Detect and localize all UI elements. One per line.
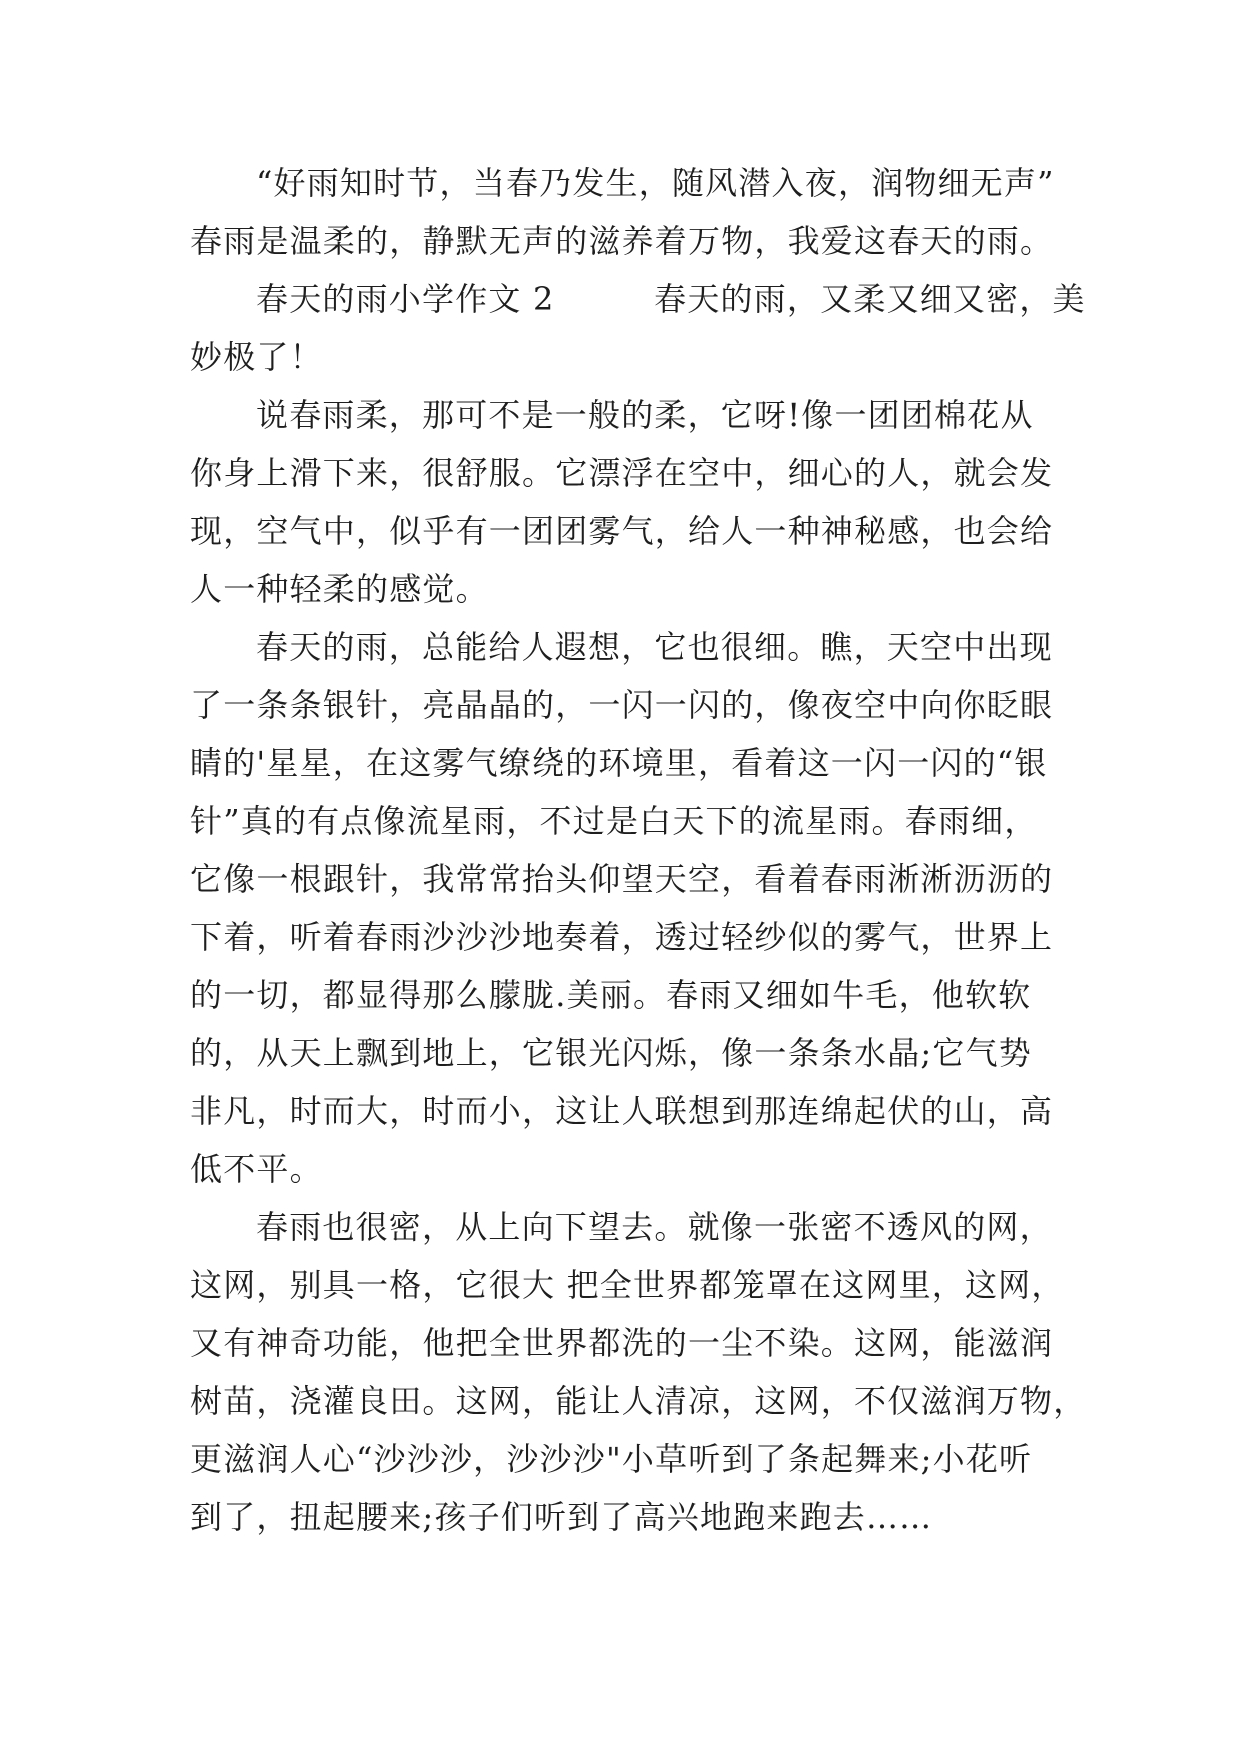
text-line: 下着，听着春雨沙沙沙地奏着，透过轻纱似的雾气，世界上 <box>190 918 1054 956</box>
text-line: 低不平。 <box>190 1150 323 1188</box>
text-line: 睛的'星星，在这雾气缭绕的环境里，看着这一闪一闪的“银 <box>190 744 1048 782</box>
text-line: 树苗，浇灌良田。这网，能让人清凉，这网，不仅滋润万物， <box>190 1382 1087 1420</box>
paragraph <box>190 618 1060 1198</box>
text-line: 说春雨柔，那可不是一般的柔，它呀!像一团团棉花从 <box>256 396 1034 434</box>
text-line: 的，从天上飘到地上，它银光闪烁，像一条条水晶;它气势 <box>190 1034 1032 1072</box>
paragraph <box>190 386 1060 618</box>
text-line: 春雨是温柔的，静默无声的滋养着万物，我爱这春天的雨。 <box>190 222 1054 260</box>
text-line: 针”真的有点像流星雨，不过是白天下的流星雨。春雨细， <box>190 802 1038 840</box>
paragraph <box>190 154 1060 270</box>
text-line: 现，空气中，似乎有一团团雾气，给人一种神秘感，也会给 <box>190 512 1054 550</box>
document-body <box>190 154 1087 1546</box>
text-line: 的一切，都显得那么朦胧.美丽。春雨又细如牛毛，他软软 <box>190 976 1032 1014</box>
text-line: 春天的雨，总能给人遐想，它也很细。瞧，天空中出现 <box>256 628 1053 666</box>
text-line: “好雨知时节，当春乃发生，随风潜入夜，润物细无声” <box>256 164 1055 202</box>
paragraph <box>190 270 1086 386</box>
text-line: 更滋润人心“沙沙沙，沙沙沙"小草听到了条起舞来;小花听 <box>190 1440 1033 1478</box>
text-line: 它像一根跟针，我常常抬头仰望天空，看着春雨淅淅沥沥的 <box>190 860 1054 898</box>
text-line: 这网，别具一格，它很大 把全世界都笼罩在这网里，这网， <box>190 1266 1065 1304</box>
text-line: 人一种轻柔的感觉。 <box>190 570 489 608</box>
text-line: 你身上滑下来，很舒服。它漂浮在空中，细心的人，就会发 <box>190 454 1054 492</box>
text-line: 妙极了！ <box>190 338 323 376</box>
text-line: 了一条条银针，亮晶晶的，一闪一闪的，像夜空中向你眨眼 <box>190 686 1054 724</box>
text-line: 春雨也很密，从上向下望去。就像一张密不透风的网， <box>256 1208 1053 1246</box>
text-line: 到了，扭起腰来;孩子们听到了高兴地跑来跑去…… <box>190 1498 933 1536</box>
text-line: 又有神奇功能，他把全世界都洗的一尘不染。这网，能滋润 <box>190 1324 1054 1362</box>
text-line: 春天的雨小学作文 2 春天的雨，又柔又细又密，美 <box>256 280 1086 318</box>
paragraph <box>190 1198 1087 1546</box>
text-line: 非凡，时而大，时而小，这让人联想到那连绵起伏的山，高 <box>190 1092 1054 1130</box>
